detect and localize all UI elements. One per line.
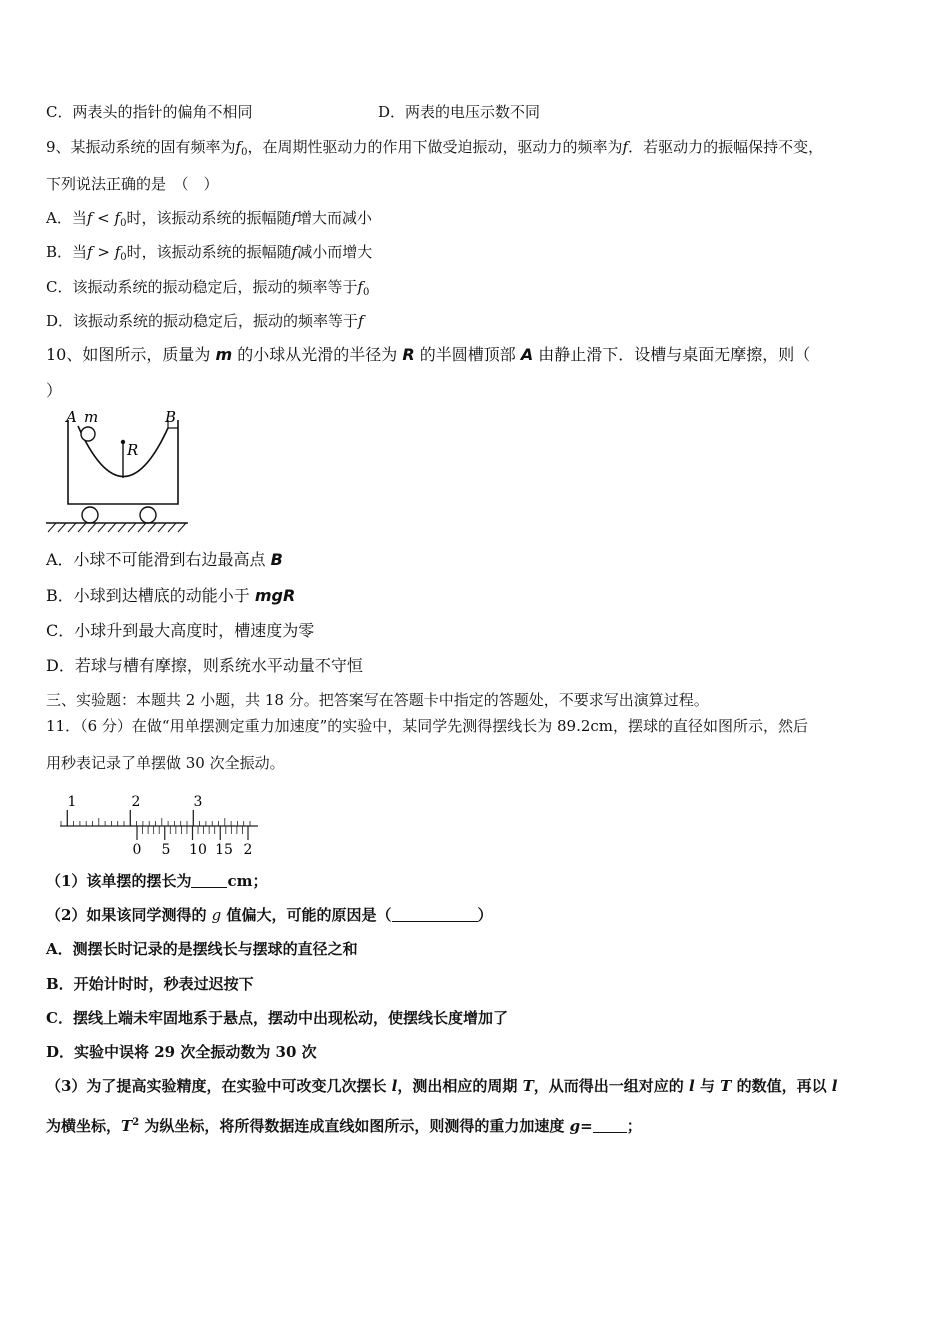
- vernier-label-5: 5: [161, 842, 171, 858]
- q10-stem: 10、如图所示，质量为 m 的小球从光滑的半径为 R 的半圆槽顶部 A 由静止滑下．设槽与桌面无摩擦，则（: [46, 345, 811, 364]
- label-R: R: [127, 441, 139, 459]
- q9-option-b: B．当$f > f_0$时，该振动系统的振幅随f减小而增大: [46, 243, 373, 263]
- q10-option-c: C．小球升到最大高度时，槽速度为零: [46, 621, 315, 640]
- q9-stem-line2: 下列说法正确的是 （ ）: [46, 175, 219, 193]
- vernier-label-20: 2: [243, 842, 253, 858]
- vernier-label-15: 15: [215, 842, 233, 858]
- vernier-label-10: 10: [189, 842, 207, 858]
- label-m: m: [84, 408, 99, 426]
- caliper-vernier-scale: [137, 826, 248, 840]
- q9-stem: 9、某振动系统的固有频率为$f_0$，在周期性驱动力的作用下做受迫振动，驱动力的频率为f．若驱动力的振幅保持不变，: [46, 138, 824, 158]
- q9-option-d: D．该振动系统的振动稳定后，振动的频率等于f: [46, 312, 364, 330]
- q11-option-c: C．摆线上端未牢固地系于悬点，摆动中出现松动，使摆线长度增加了: [46, 1009, 508, 1027]
- q11-option-a: A．测摆长时记录的是摆线长与摆球的直径之和: [46, 940, 358, 958]
- label-B: B: [165, 408, 177, 426]
- wheel-right: [140, 507, 156, 523]
- q11-option-b: B．开始计时时，秒表过迟按下: [46, 975, 254, 993]
- q10-option-a: A．小球不可能滑到右边最高点 B: [46, 550, 283, 569]
- q11-stem-line2: 用秒表记录了单摆做 30 次全振动。: [46, 754, 285, 772]
- wheel-left: [82, 507, 98, 523]
- q10-groove-figure: [44, 406, 190, 534]
- label-A: A: [66, 408, 77, 426]
- q10-option-d: D．若球与槽有摩擦，则系统水平动量不守恒: [46, 656, 363, 675]
- q8-option-d: [378, 102, 540, 122]
- main-label-2: 2: [131, 794, 141, 810]
- q8-option-d-text: D．两表的电压示数不同: [378, 103, 541, 121]
- vernier-label-0: 0: [132, 842, 142, 858]
- main-label-1: 1: [67, 794, 77, 810]
- q11-stem: 11．（6 分）在做“用单摆测定重力加速度”的实验中，某同学先测得摆线长为 89.2cm，摆球的直径如图所示，然后: [46, 717, 809, 735]
- q11-part2: （2）如果该同学测得的 g 值偏大，可能的原因是（ ）: [46, 906, 493, 924]
- q8-option-c-text: C．两表头的指针的偏角不相同: [46, 103, 253, 121]
- ground-hatch: [48, 523, 186, 532]
- q11-part1: （1）该单摆的摆长为 cm；: [46, 872, 268, 890]
- q11-option-d: D．实验中误将 29 次全振动数为 30 次: [46, 1043, 317, 1061]
- q8-option-c: [46, 102, 252, 122]
- main-label-3: 3: [193, 794, 203, 810]
- ball: [81, 427, 95, 441]
- q10-stem-line2: ）: [46, 381, 63, 400]
- q11-part3: （3）为了提高实验精度，在实验中可改变几次摆长 l，测出相应的周期 T，从而得出一组对应的 l 与 T 的数值，再以 l: [46, 1077, 838, 1095]
- q11-caliper-figure: [56, 790, 266, 862]
- q10-option-b: B．小球到达槽底的动能小于 mgR: [46, 586, 296, 605]
- q11-part3-line2: 为横坐标，$T^2$ 为纵坐标，将所得数据连成直线如图所示，则测得的重力加速度 g= ；: [46, 1117, 642, 1135]
- section-3-heading: 三、实验题：本题共 2 小题，共 18 分。把答案写在答题卡中指定的答题处，不要求写出演算过程。: [46, 691, 709, 709]
- q9-option-c: C．该振动系统的振动稳定后，振动的频率等于$f_0$: [46, 278, 370, 298]
- q9-option-a: A．当$f < f_0$时，该振动系统的振幅随f增大而减小: [46, 209, 373, 229]
- answer-blank-length[interactable]: [191, 873, 227, 888]
- answer-blank-g[interactable]: [593, 1118, 627, 1133]
- answer-blank-reason[interactable]: [392, 907, 478, 922]
- caliper-main-scale: [61, 810, 250, 826]
